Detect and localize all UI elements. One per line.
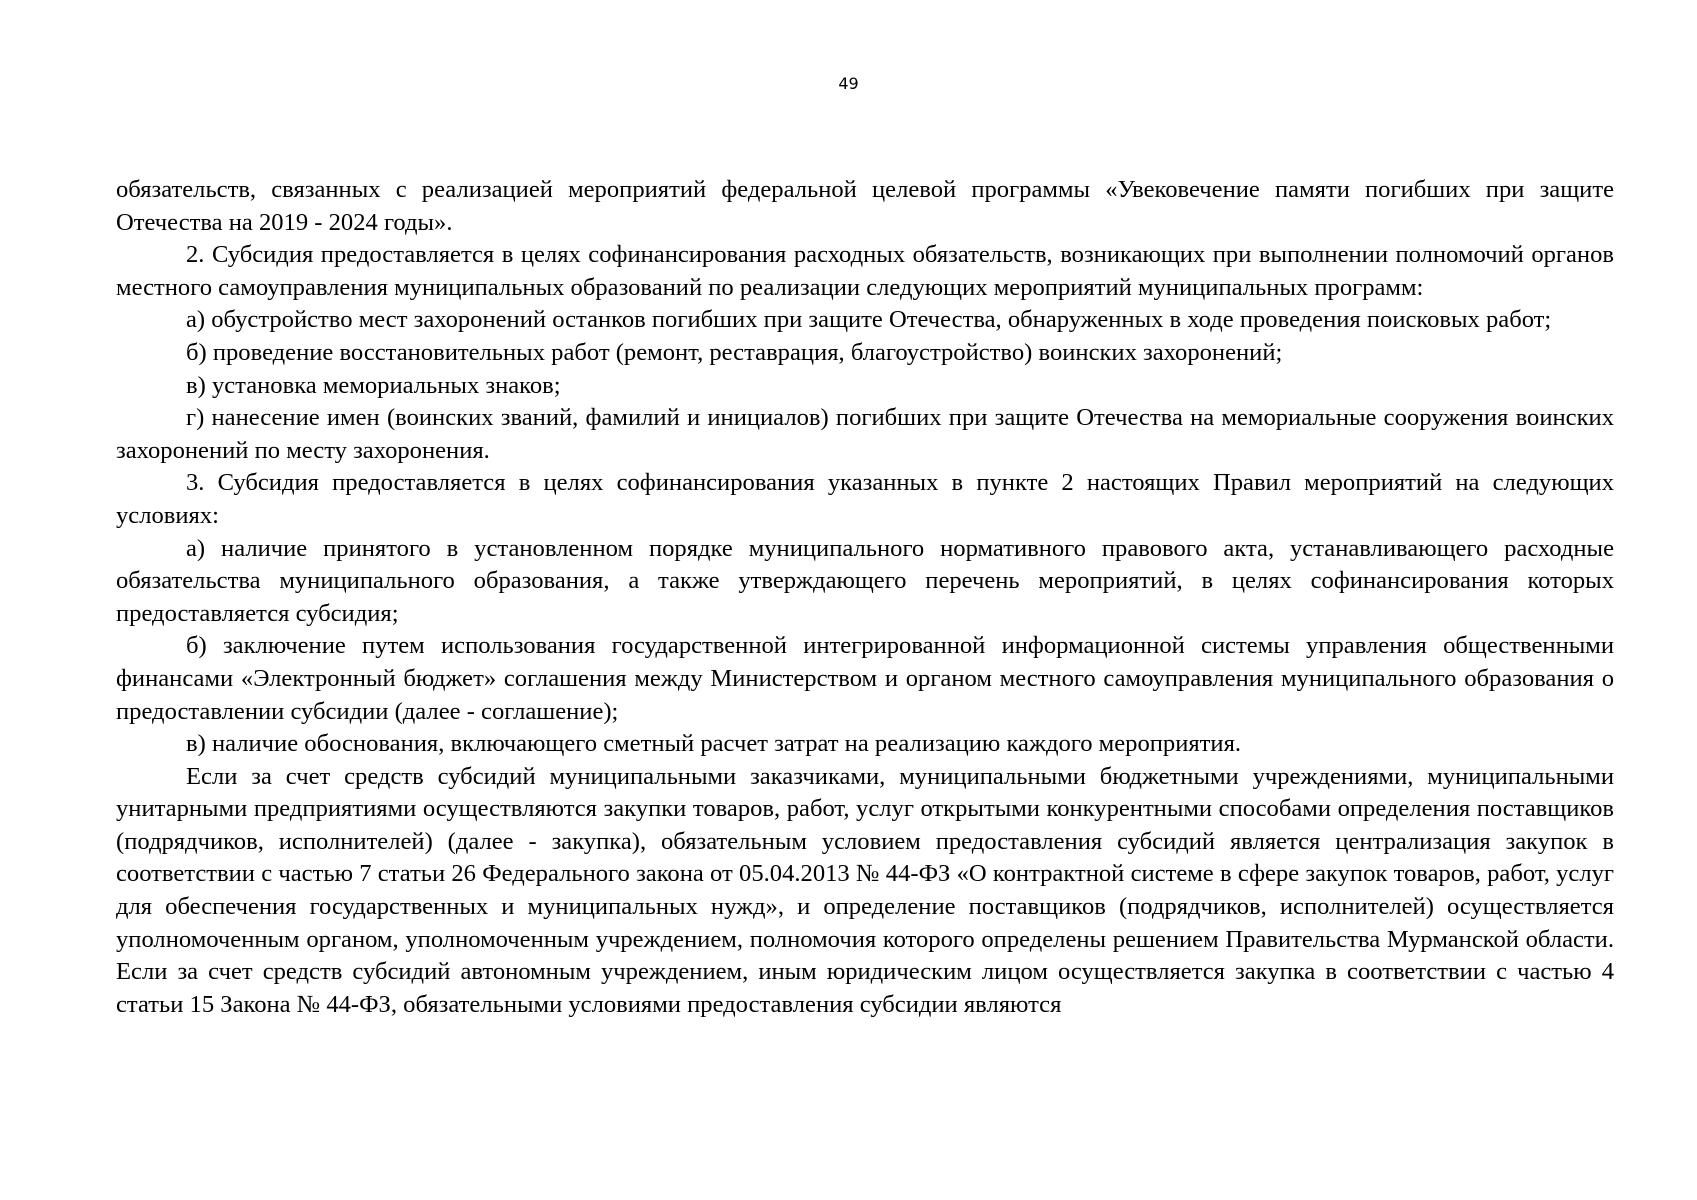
paragraph: в) установка мемориальных знаков; [186, 371, 561, 399]
paragraph: а) наличие принятого в установленном порядке муниципального нормативного правового акта, устанавливающего расходные обязательства муниципального образования, а также утверждающего перечень мероприятий, в целях софинансирования которых предоставляется субсидия; [116, 534, 1614, 627]
paragraph: 2. Субсидия предоставляется в целях софинансирования расходных обязательств, возникающих при выполнении полномочий органов местного самоуправления муниципальных образований по реализации следующих мероприятий муниципальных программ: [116, 241, 1614, 301]
paragraph: обязательств, связанных с реализацией мероприятий федеральной целевой программы «Увековечение памяти погибших при защите Отечества на 2019 - 2024 годы». [116, 176, 1614, 236]
paragraph: б) проведение восстановительных работ (ремонт, реставрация, благоустройство) воинских захоронений; [186, 338, 1283, 366]
paragraph: Если за счет средств субсидий муниципальными заказчиками, муниципальными бюджетными учреждениями, муниципальными унитарными предприятиями осуществляются закупки товаров, работ, услуг открытыми конкурентными способами определения поставщиков (подрядчиков, исполнителей) (далее - закупка), обязательным условием предоставления субсидий является централизация закупок в соответствии с частью 7 статьи 26 Федерального закона от 05.04.2013 № 44-ФЗ «О контрактной системе в сфере закупок товаров, работ, услуг для обеспечения государственных и муниципальных нужд», и определение поставщиков (подрядчиков, исполнителей) осуществляется уполномоченным органом, уполномоченным учреждением, полномочия которого определены решением Правительства Мурманской области. Если за счет средств субсидий автономным учреждением, иным юридическим лицом осуществляется закупка в соответствии с частью 4 статьи 15 Закона № 44-ФЗ, обязательными условиями предоставления субсидии являются [116, 762, 1614, 1018]
paragraph: г) нанесение имен (воинских званий, фамилий и инициалов) погибших при защите Отечества на мемориальные сооружения воинских захоронений по месту захоронения. [116, 404, 1614, 464]
document-body [116, 174, 1614, 1021]
paragraph: а) обустройство мест захоронений останков погибших при защите Отечества, обнаруженных в ходе проведения поисковых работ; [186, 306, 1552, 334]
paragraph: 3. Субсидия предоставляется в целях софинансирования указанных в пункте 2 настоящих Правил мероприятий на следующих условиях: [116, 469, 1614, 529]
paragraph: б) заключение путем использования государственной интегрированной информационной системы управления общественными финансами «Электронный бюджет» соглашения между Министерством и органом местного самоуправления муниципального образования о предоставлении субсидии (далее - соглашение); [116, 632, 1614, 725]
page-number: 49 [838, 74, 859, 93]
paragraph: в) наличие обоснования, включающего сметный расчет затрат на реализацию каждого мероприятия. [186, 730, 1242, 758]
